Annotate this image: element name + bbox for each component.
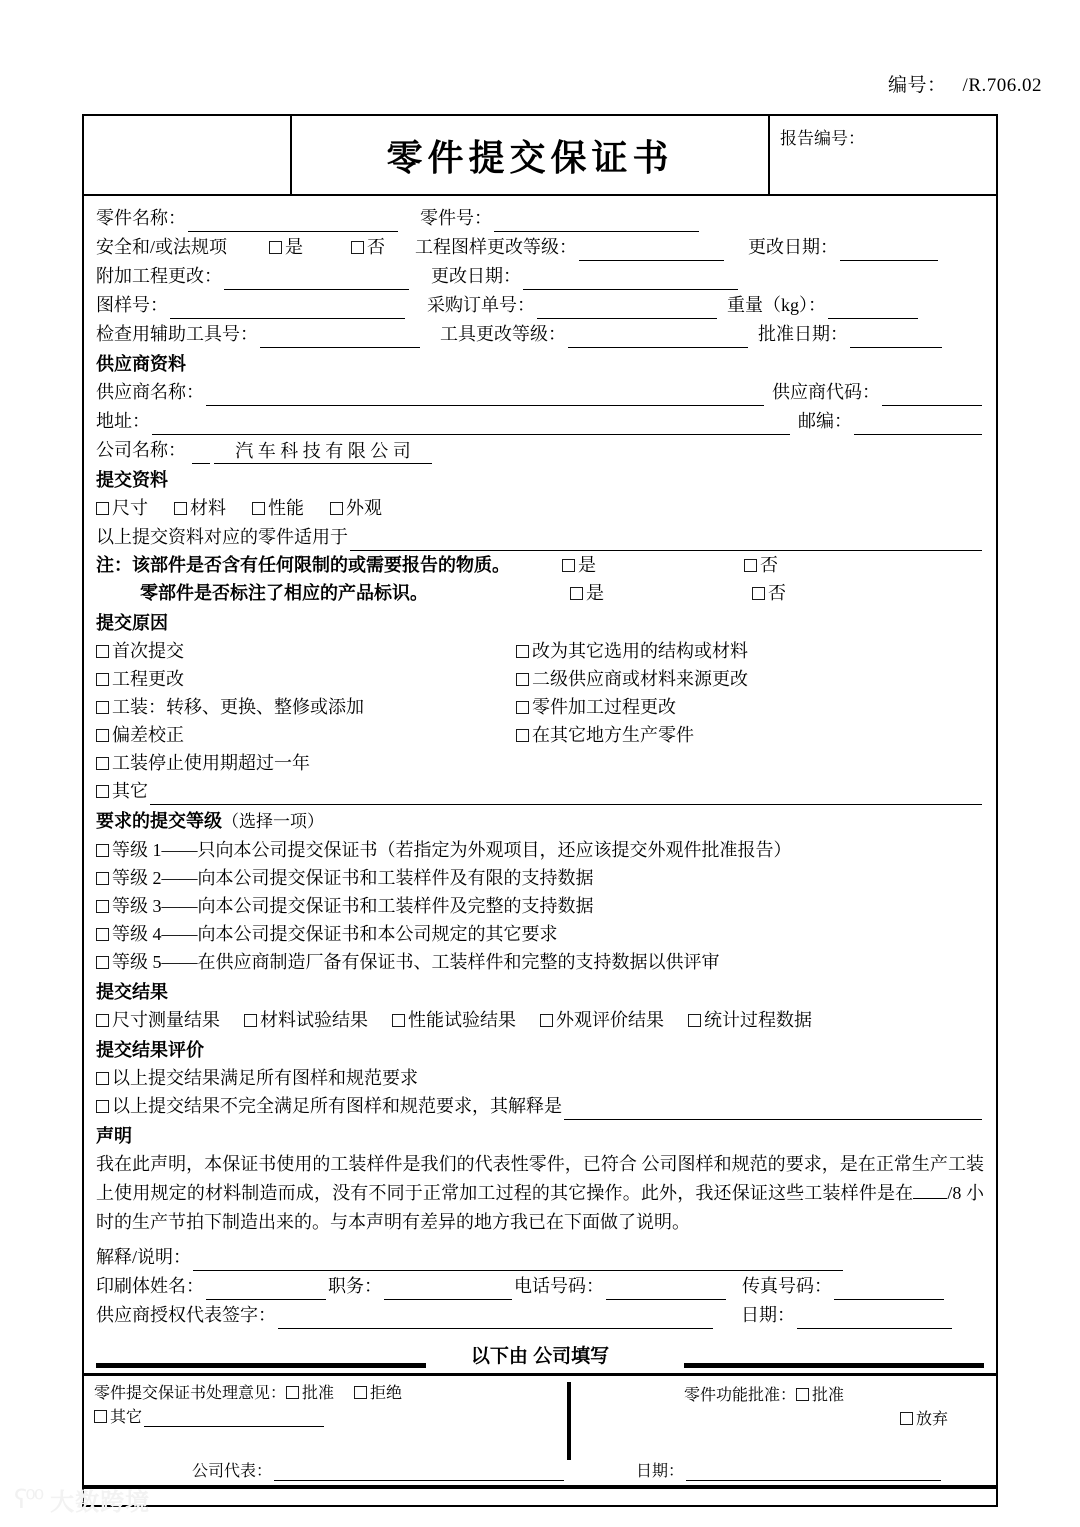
note-prefix: 注：	[96, 555, 132, 575]
disposition-approve-option[interactable]	[286, 1380, 334, 1403]
declaration-text	[96, 1150, 984, 1237]
printed-name-label: 印刷体姓名：	[96, 1276, 204, 1296]
checkbox-icon[interactable]	[174, 502, 187, 515]
reason-option-tooling-label: 工装：转移、更换、整修或添加	[112, 697, 364, 717]
submission-level-option-4-label: 等级 4——向本公司提交保证书和本公司规定的其它要求	[112, 924, 558, 944]
reason-option-alt-design-label: 改为其它选用的结构或材料	[532, 641, 748, 661]
submission-level-option-1[interactable]	[96, 836, 984, 864]
evaluation-option-nonconforms[interactable]	[96, 1092, 562, 1120]
declaration-text-part1: 我在此声明，本保证书使用的工装样件是我们的代表性零件，已符合 公司图样和规范的要求，是在正常生产工装上使用规定的材料制造而成，没有不同于正常加工过程的其它操作。此外，我还保证这些工装样件是在	[96, 1154, 984, 1203]
checkbox-icon[interactable]	[900, 1412, 913, 1425]
disposition-label: 零件提交保证书处理意见：	[94, 1385, 287, 1402]
submission-level-heading-note: （选择一项）	[222, 812, 324, 831]
document-number	[888, 70, 1042, 97]
checkbox-icon[interactable]	[752, 587, 765, 600]
checkbox-icon[interactable]	[96, 701, 109, 714]
supplier-code-label: 供应商代码：	[772, 382, 880, 402]
reason-option-other[interactable]	[96, 777, 148, 805]
row-safety-regulation	[96, 233, 984, 261]
inspection-aid-tool-no-input[interactable]	[260, 327, 420, 348]
checkbox-icon[interactable]	[354, 1386, 367, 1399]
reason-option-other-location[interactable]	[516, 721, 984, 749]
eng-drawing-change-level-label: 工程图样更改等级：	[415, 237, 578, 257]
checkbox-icon[interactable]	[540, 1014, 553, 1027]
reason-option-tooling-idle-label: 工装停止使用期超过一年	[112, 753, 310, 773]
reason-option-other-label: 其它	[112, 781, 148, 801]
safety-no-label: 否	[367, 237, 386, 257]
position-input[interactable]	[384, 1279, 512, 1300]
applies-to-input[interactable]	[350, 530, 982, 551]
approval-date-label: 批准日期：	[758, 324, 848, 344]
reason-option-tooling-idle[interactable]	[96, 749, 516, 777]
submission-level-option-3-label: 等级 3——向本公司提交保证书和工装样件及完整的支持数据	[112, 896, 594, 916]
submission-level-option-4[interactable]	[96, 920, 984, 948]
title-band	[84, 116, 996, 196]
part-name-input[interactable]	[188, 211, 398, 232]
note1-yes-option[interactable]	[562, 551, 744, 579]
checkbox-icon[interactable]	[94, 1410, 107, 1423]
change-date-label: 更改日期：	[748, 237, 839, 257]
result-option-dimensional[interactable]	[96, 1006, 220, 1034]
declaration-heading: 声明	[96, 1126, 132, 1146]
submission-level-option-2-label: 等级 2——向本公司提交保证书和工装样件及有限的支持数据	[112, 868, 594, 888]
supplier-rep-signature-label: 供应商授权代表签字：	[96, 1305, 276, 1325]
submission-level-option-5[interactable]	[96, 948, 984, 976]
company-date-input[interactable]	[686, 1460, 941, 1481]
checkbox-icon[interactable]	[744, 559, 757, 572]
company-name-value[interactable]: 汽 车 科 技 有 限 公 司	[214, 439, 432, 464]
row-drawing-no	[96, 291, 984, 319]
position-label: 职务：	[328, 1276, 382, 1296]
supplier-rep-signature-input[interactable]	[278, 1308, 713, 1329]
signature-date-label: 日期：	[741, 1305, 795, 1325]
submission-level-option-2[interactable]	[96, 864, 984, 892]
phone-input[interactable]	[606, 1279, 726, 1300]
printed-name-input[interactable]	[206, 1279, 326, 1300]
report-number-label: 报告编号：	[780, 129, 865, 148]
page-title: 零件提交保证书	[386, 136, 674, 178]
checkbox-icon[interactable]	[516, 673, 529, 686]
submission-results-heading: 提交结果	[96, 982, 168, 1002]
checkbox-icon[interactable]	[96, 1072, 109, 1085]
checkbox-icon[interactable]	[516, 729, 529, 742]
note1-no-label: 否	[760, 555, 778, 575]
company-footer-row	[94, 1458, 986, 1481]
change-date-input[interactable]	[840, 240, 938, 261]
supplier-name-label: 供应商名称：	[96, 382, 204, 402]
additional-eng-change-label: 附加工程更改：	[96, 266, 222, 286]
checkbox-icon[interactable]	[96, 1014, 109, 1027]
row-printed-name	[96, 1272, 984, 1300]
document-number-label: 编号：	[888, 75, 947, 96]
row-disposition-other	[94, 1404, 564, 1427]
weight-input[interactable]	[828, 298, 918, 319]
submission-reason-columns	[96, 637, 984, 777]
title-center-cell	[292, 116, 770, 194]
purchase-order-no-input[interactable]	[537, 298, 717, 319]
material-option-material[interactable]	[174, 494, 226, 522]
evaluation-option-conforms-label: 以上提交结果满足所有图样和规范要求	[112, 1068, 418, 1088]
row-supplier-name	[96, 378, 984, 406]
safety-regulation-label: 安全和/或法规项	[96, 237, 228, 257]
checkbox-icon[interactable]	[96, 956, 109, 969]
part-function-approve-option[interactable]	[796, 1382, 844, 1405]
takt-time-input[interactable]	[913, 1182, 947, 1199]
part-function-waive-option[interactable]	[900, 1406, 948, 1429]
part-function-approval-label: 零件功能批准：	[684, 1387, 797, 1404]
material-option-size-label: 尺寸	[112, 498, 148, 518]
explanation-input[interactable]	[193, 1250, 843, 1271]
reason-option-process-change-label: 零件加工过程更改	[532, 697, 676, 717]
note-line2-text: 零部件是否标注了相应的产品标识。	[140, 583, 428, 603]
supplier-code-input[interactable]	[882, 385, 982, 406]
disposition-other-option[interactable]	[94, 1404, 142, 1427]
checkbox-icon[interactable]	[570, 587, 583, 600]
reason-option-eng-change[interactable]	[96, 665, 516, 693]
checkbox-icon[interactable]	[688, 1014, 701, 1027]
part-no-input[interactable]	[494, 211, 699, 232]
part-name-label: 零件名称：	[96, 208, 186, 228]
checkbox-icon[interactable]	[562, 559, 575, 572]
tool-change-level-input[interactable]	[568, 327, 748, 348]
result-option-spc-data[interactable]	[688, 1006, 812, 1034]
material-option-performance[interactable]	[252, 494, 304, 522]
checkbox-icon[interactable]	[96, 757, 109, 770]
eng-drawing-change-level-input[interactable]	[579, 240, 724, 261]
row-supplier-signature	[96, 1301, 984, 1329]
submission-level-option-3[interactable]	[96, 892, 984, 920]
row-disposition	[94, 1380, 564, 1403]
checkbox-icon[interactable]	[796, 1388, 809, 1401]
disposition-other-label: 其它	[110, 1409, 143, 1426]
watermark	[14, 1482, 150, 1517]
fax-input[interactable]	[834, 1279, 944, 1300]
submission-level-option-5-label: 等级 5——在供应商制造厂备有保证书、工装样件和完整的支持数据以供评审	[112, 952, 720, 972]
evaluation-option-nonconforms-label: 以上提交结果不完全满足所有图样和规范要求，其解释是	[112, 1096, 562, 1116]
checkbox-icon[interactable]	[252, 502, 265, 515]
checkbox-icon[interactable]	[269, 241, 282, 254]
disposition-approve-label: 批准	[302, 1385, 335, 1402]
evaluation-explanation-input[interactable]	[564, 1099, 982, 1120]
material-option-material-label: 材料	[190, 498, 226, 518]
checkbox-icon[interactable]	[330, 502, 343, 515]
company-box-vertical-divider	[567, 1382, 571, 1460]
note-line1-text: 该部件是否含有任何限制的或需要报告的物质。	[132, 555, 510, 575]
row-part-function-approval	[684, 1382, 984, 1405]
fax-label: 传真号码：	[742, 1276, 832, 1296]
drawing-no-label: 图样号：	[96, 295, 168, 315]
checkbox-icon[interactable]	[286, 1386, 299, 1399]
postcode-input[interactable]	[854, 414, 982, 435]
checkbox-icon[interactable]	[516, 701, 529, 714]
company-date-label: 日期：	[636, 1463, 685, 1480]
submission-reason-right-column	[516, 637, 984, 777]
row-applies-to	[96, 523, 984, 551]
disposition-reject-option[interactable]	[354, 1380, 402, 1403]
material-option-performance-label: 性能	[268, 498, 304, 518]
company-rep-label: 公司代表：	[192, 1463, 273, 1480]
note1-yes-label: 是	[578, 555, 596, 575]
row-inspection-aid-tool	[96, 320, 984, 348]
address-input[interactable]	[152, 414, 790, 435]
applies-to-label: 以上提交资料对应的零件适用于	[96, 527, 348, 547]
declaration-text-part2: /8 小时的生产节拍下制造出来的。与本声明有差异的地方我已在下面做了说明。	[96, 1183, 984, 1232]
part-function-approve-label: 批准	[812, 1387, 845, 1404]
checkbox-icon[interactable]	[244, 1014, 257, 1027]
submission-materials-heading: 提交资料	[96, 470, 168, 490]
reason-other-input[interactable]	[150, 784, 982, 805]
explanation-label: 解释/说明：	[96, 1247, 192, 1267]
note2-no-option[interactable]	[752, 579, 872, 607]
row-address	[96, 407, 984, 435]
form-body	[84, 196, 996, 1335]
row-reason-other	[96, 777, 984, 805]
company-section-band	[84, 1341, 996, 1373]
approval-date-input[interactable]	[850, 327, 942, 348]
safety-yes-label: 是	[285, 237, 304, 257]
weight-label: 重量（kg）：	[727, 295, 826, 315]
row-part-function-waive	[684, 1406, 984, 1429]
company-name-label: 公司名称：	[96, 440, 186, 460]
form-frame	[82, 114, 998, 1507]
company-fill-in-box	[84, 1373, 996, 1485]
result-option-performance-test[interactable]	[392, 1006, 516, 1034]
reason-option-tooling[interactable]	[96, 693, 516, 721]
results-evaluation-heading: 提交结果评价	[96, 1040, 204, 1060]
row-submission-results-options	[96, 1006, 984, 1034]
title-left-cell	[84, 116, 292, 194]
company-rep-input[interactable]	[274, 1460, 564, 1481]
tool-change-level-label: 工具更改等级：	[440, 324, 566, 344]
submission-level-heading	[96, 807, 984, 836]
reason-option-other-location-label: 在其它地方生产零件	[532, 725, 694, 745]
submission-level-option-1-label: 等级 1——只向本公司提交保证书（若指定为外观项目，还应该提交外观件批准报告）	[112, 840, 792, 860]
material-option-appearance-label: 外观	[346, 498, 382, 518]
checkbox-icon[interactable]	[96, 844, 109, 857]
submission-level-heading-text: 要求的提交等级	[96, 811, 222, 831]
row-part-name	[96, 204, 984, 232]
form-frame-footer	[84, 1485, 996, 1505]
row-note-restricted-substances	[96, 551, 984, 579]
checkbox-icon[interactable]	[96, 729, 109, 742]
supplier-section-heading: 供应商资料	[96, 354, 186, 374]
row-additional-eng-change	[96, 262, 984, 290]
postcode-label: 邮编：	[798, 411, 852, 431]
checkbox-icon[interactable]	[96, 900, 109, 913]
reason-option-deviation-correction-label: 偏差校正	[112, 725, 184, 745]
row-submission-material-options	[96, 494, 984, 522]
checkbox-icon[interactable]	[392, 1014, 405, 1027]
company-section-caption: 以下由 公司填写	[470, 1346, 610, 1367]
checkbox-icon[interactable]	[96, 673, 109, 686]
result-option-appearance-eval[interactable]	[540, 1006, 664, 1034]
result-option-dimensional-label: 尺寸测量结果	[112, 1010, 220, 1030]
address-label: 地址：	[96, 411, 150, 431]
report-number-cell	[770, 116, 996, 194]
phone-label: 电话号码：	[514, 1276, 604, 1296]
watermark-logo-icon: ʕ⁰⁰	[14, 1484, 43, 1515]
result-option-performance-test-label: 性能试验结果	[408, 1010, 516, 1030]
row-company-name	[96, 436, 984, 464]
reason-option-subsupplier-change[interactable]	[516, 665, 984, 693]
checkbox-icon[interactable]	[516, 645, 529, 658]
safety-no-option[interactable]	[351, 233, 385, 261]
reason-option-deviation-correction[interactable]	[96, 721, 516, 749]
watermark-text: 大数跨境	[50, 1489, 151, 1516]
change-date-2-input[interactable]	[523, 269, 738, 290]
submission-reason-heading: 提交原因	[96, 613, 168, 633]
safety-yes-option[interactable]	[269, 233, 303, 261]
part-function-approval-area	[684, 1382, 984, 1429]
result-option-material-test[interactable]	[244, 1006, 368, 1034]
submission-reason-left-column	[96, 637, 516, 777]
reason-option-first-submission-label: 首次提交	[112, 641, 184, 661]
inspection-aid-tool-no-label: 检查用辅助工具号：	[96, 324, 258, 344]
disposition-reject-label: 拒绝	[370, 1385, 403, 1402]
result-option-spc-data-label: 统计过程数据	[704, 1010, 812, 1030]
additional-eng-change-input[interactable]	[224, 269, 409, 290]
note2-yes-option[interactable]	[570, 579, 752, 607]
checkbox-icon[interactable]	[96, 1100, 109, 1113]
checkbox-icon[interactable]	[96, 928, 109, 941]
note1-no-option[interactable]	[744, 551, 864, 579]
checkbox-icon[interactable]	[96, 785, 109, 798]
disposition-other-input[interactable]	[144, 1406, 324, 1427]
row-evaluation-option-nonconforms	[96, 1092, 984, 1120]
note2-yes-label: 是	[586, 583, 604, 603]
reason-option-alt-design[interactable]	[516, 637, 984, 665]
reason-option-process-change[interactable]	[516, 693, 984, 721]
signature-date-input[interactable]	[797, 1308, 952, 1329]
company-name-prefix-blank[interactable]	[192, 443, 210, 464]
evaluation-option-conforms[interactable]	[96, 1064, 984, 1092]
change-date-2-label: 更改日期：	[431, 266, 521, 286]
drawing-no-input[interactable]	[170, 298, 405, 319]
checkbox-icon[interactable]	[96, 645, 109, 658]
checkbox-icon[interactable]	[351, 241, 364, 254]
checkbox-icon[interactable]	[96, 502, 109, 515]
result-option-appearance-eval-label: 外观评价结果	[556, 1010, 664, 1030]
material-option-size[interactable]	[96, 494, 148, 522]
supplier-name-input[interactable]	[206, 385, 764, 406]
part-no-label: 零件号：	[420, 208, 492, 228]
reason-option-eng-change-label: 工程更改	[112, 669, 184, 689]
note2-no-label: 否	[768, 583, 786, 603]
reason-option-first-submission[interactable]	[96, 637, 516, 665]
disposition-area	[94, 1380, 564, 1427]
reason-option-subsupplier-change-label: 二级供应商或材料来源更改	[532, 669, 748, 689]
material-option-appearance[interactable]	[330, 494, 382, 522]
row-note-product-marking	[96, 579, 984, 607]
row-explanation	[96, 1243, 984, 1271]
purchase-order-no-label: 采购订单号：	[427, 295, 535, 315]
result-option-material-test-label: 材料试验结果	[260, 1010, 368, 1030]
part-function-waive-label: 放弃	[915, 1411, 948, 1428]
document-number-value: /R.706.02	[962, 75, 1042, 96]
checkbox-icon[interactable]	[96, 872, 109, 885]
